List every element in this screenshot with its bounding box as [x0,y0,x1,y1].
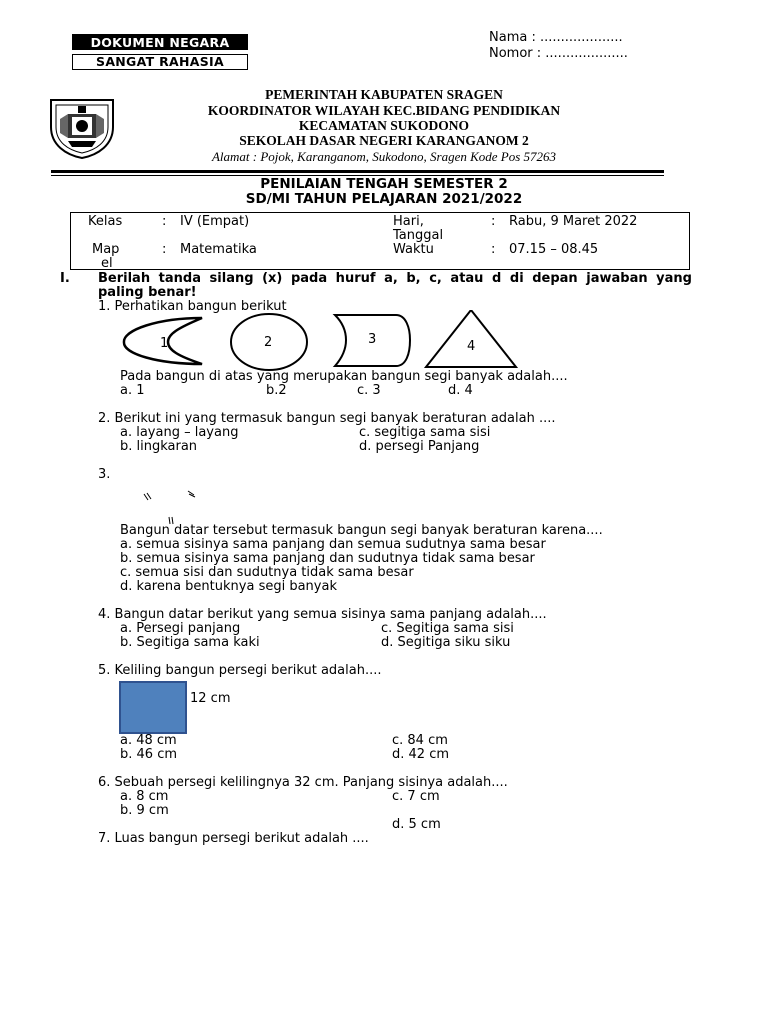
section-instruction: Berilah tanda silang (x) pada huruf a, b, c, atau d di depan jawaban yang [98,271,692,286]
kop-line-1: PEMERINTAH KABUPATEN SRAGEN [265,87,503,102]
q4-option-d: d. Segitiga siku siku [381,635,511,650]
exam-year: SD/MI TAHUN PELAJARAN 2021/2022 [245,191,523,207]
kelas-label: Kelas [88,214,123,229]
q5-text: 5. Keliling bangun persegi berikut adalah.... [98,663,382,678]
exam-title: PENILAIAN TENGAH SEMESTER 2 [260,176,508,192]
q3-stem: Bangun datar tersebut termasuk bangun segi banyak beraturan karena.... [120,523,603,538]
hari-value: Rabu, 9 Maret 2022 [509,214,638,229]
q5-option-d: d. 42 cm [392,747,450,762]
kop-address: Alamat : Pojok, Karanganom, Sukodono, Sragen Kode Pos 57263 [211,149,557,164]
shape-label-3: 3 [368,332,377,347]
shape-label-2: 2 [264,335,273,350]
q5-option-b: b. 46 cm [120,747,178,762]
hari-label: Hari, [393,214,424,229]
q3-broken-image [138,488,208,528]
kelas-colon: : [162,214,167,229]
nama-field: Nama : .................... [489,30,623,45]
shape-label-4: 4 [467,339,476,354]
q1-option-d: d. 4 [448,383,473,398]
waktu-colon: : [491,242,496,257]
q3-number: 3. [98,467,111,482]
kop-line-2: KOORDINATOR WILAYAH KEC.BIDANG PENDIDIKAN [207,103,561,118]
shape-label-1: 1 [160,336,169,351]
mapel-colon: : [162,242,167,257]
q6-option-d: d. 5 cm [392,817,441,832]
dokumen-negara-badge: DOKUMEN NEGARA [72,34,248,50]
q4-text: 4. Bangun datar berikut yang semua sisinya sama panjang adalah.... [98,607,547,622]
waktu-value: 07.15 – 08.45 [509,242,599,257]
kop-line-4: SEKOLAH DASAR NEGERI KARANGANOM 2 [239,133,529,148]
q6-option-c: c. 7 cm [392,789,440,804]
q1-option-a: a. 1 [120,383,145,398]
section-instruction-cont: paling benar! [98,285,197,300]
q1-stem: Pada bangun di atas yang merupakan bangun segi banyak adalah.... [120,369,568,384]
q4-option-c: c. Segitiga sama sisi [381,621,514,636]
q2-option-a: a. layang – layang [120,425,239,440]
nomor-field: Nomor : .................... [489,46,628,61]
q3-option-b: b. semua sisinya sama panjang dan sudutnya tidak sama besar [120,551,535,566]
q5-square-label: 12 cm [190,691,231,706]
q1-option-c: c. 3 [357,383,381,398]
q1-text: 1. Perhatikan bangun berikut [98,299,287,314]
q6-text: 6. Sebuah persegi kelilingnya 32 cm. Panjang sisinya adalah.... [98,775,508,790]
q5-square-figure [119,681,187,734]
q3-option-d: d. karena bentuknya segi banyak [120,579,337,594]
q5-option-a: a. 48 cm [120,733,177,748]
q3-option-c: c. semua sisi dan sudutnya tidak sama besar [120,565,414,580]
q2-text: 2. Berikut ini yang termasuk bangun segi banyak beraturan adalah .... [98,411,556,426]
section-number: I. [60,271,70,286]
q2-option-d: d. persegi Panjang [359,439,480,454]
q6-option-a: a. 8 cm [120,789,169,804]
q4-option-a: a. Persegi panjang [120,621,241,636]
q5-option-c: c. 84 cm [392,733,448,748]
hari-colon: : [491,214,496,229]
q2-option-c: c. segitiga sama sisi [359,425,491,440]
q3-option-a: a. semua sisinya sama panjang dan semua sudutnya sama besar [120,537,546,552]
q6-option-b: b. 9 cm [120,803,169,818]
kop-divider-thick [51,170,664,173]
mapel-label: Map [92,242,120,257]
mapel-value: Matematika [180,242,257,257]
waktu-label: Waktu [393,242,434,257]
q2-option-b: b. lingkaran [120,439,198,454]
kop-line-3: KECAMATAN SUKODONO [298,118,470,133]
sangat-rahasia-badge: SANGAT RAHASIA [72,54,248,70]
mapel-label-cont: el [101,256,113,271]
q1-option-b: b.2 [266,383,287,398]
tanggal-label: Tanggal [393,228,444,243]
q7-text: 7. Luas bangun persegi berikut adalah .... [98,831,369,846]
kelas-value: IV (Empat) [180,214,250,229]
q4-option-b: b. Segitiga sama kaki [120,635,260,650]
